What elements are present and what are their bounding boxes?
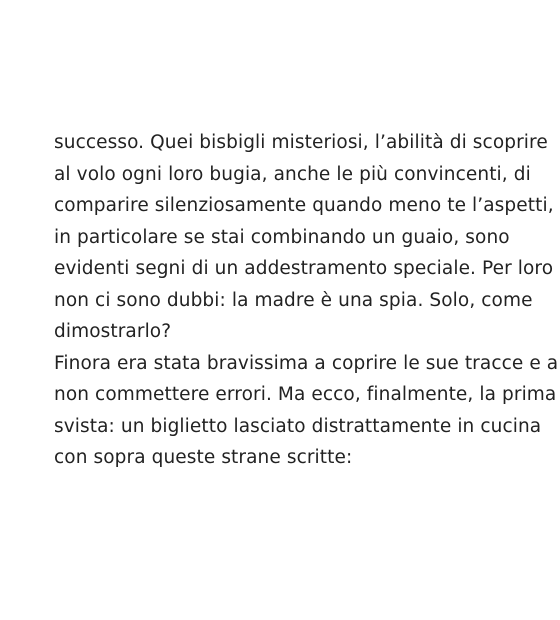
body-text (54, 127, 559, 474)
text-line: con sopra queste strane scritte: (54, 447, 353, 468)
text-line: in particolare se stai combinando un guaio, sono (54, 226, 510, 248)
text-line: non ci sono dubbi: la madre è una spia. Solo, come (54, 289, 533, 311)
text-line: successo. Quei bisbigli misteriosi, l’abilità di scoprire (54, 132, 548, 153)
paragraph-1 (54, 127, 554, 348)
text-line: comparire silenziosamente quando meno te l’aspetti, (54, 195, 554, 216)
text-line: non commettere errori. Ma ecco, finalmente, la prima (54, 384, 557, 405)
paragraph-2 (54, 348, 559, 474)
text-line: al volo ogni loro bugia, anche le più convincenti, di (54, 163, 531, 185)
text-line: Finora era stata bravissima a coprire le sue tracce e a (54, 352, 559, 374)
text-line: evidenti segni di un addestramento speciale. Per loro (54, 258, 554, 279)
text-line: svista: un biglietto lasciato distrattamente in cucina (54, 415, 542, 437)
text-line: dimostrarlo? (54, 321, 172, 342)
